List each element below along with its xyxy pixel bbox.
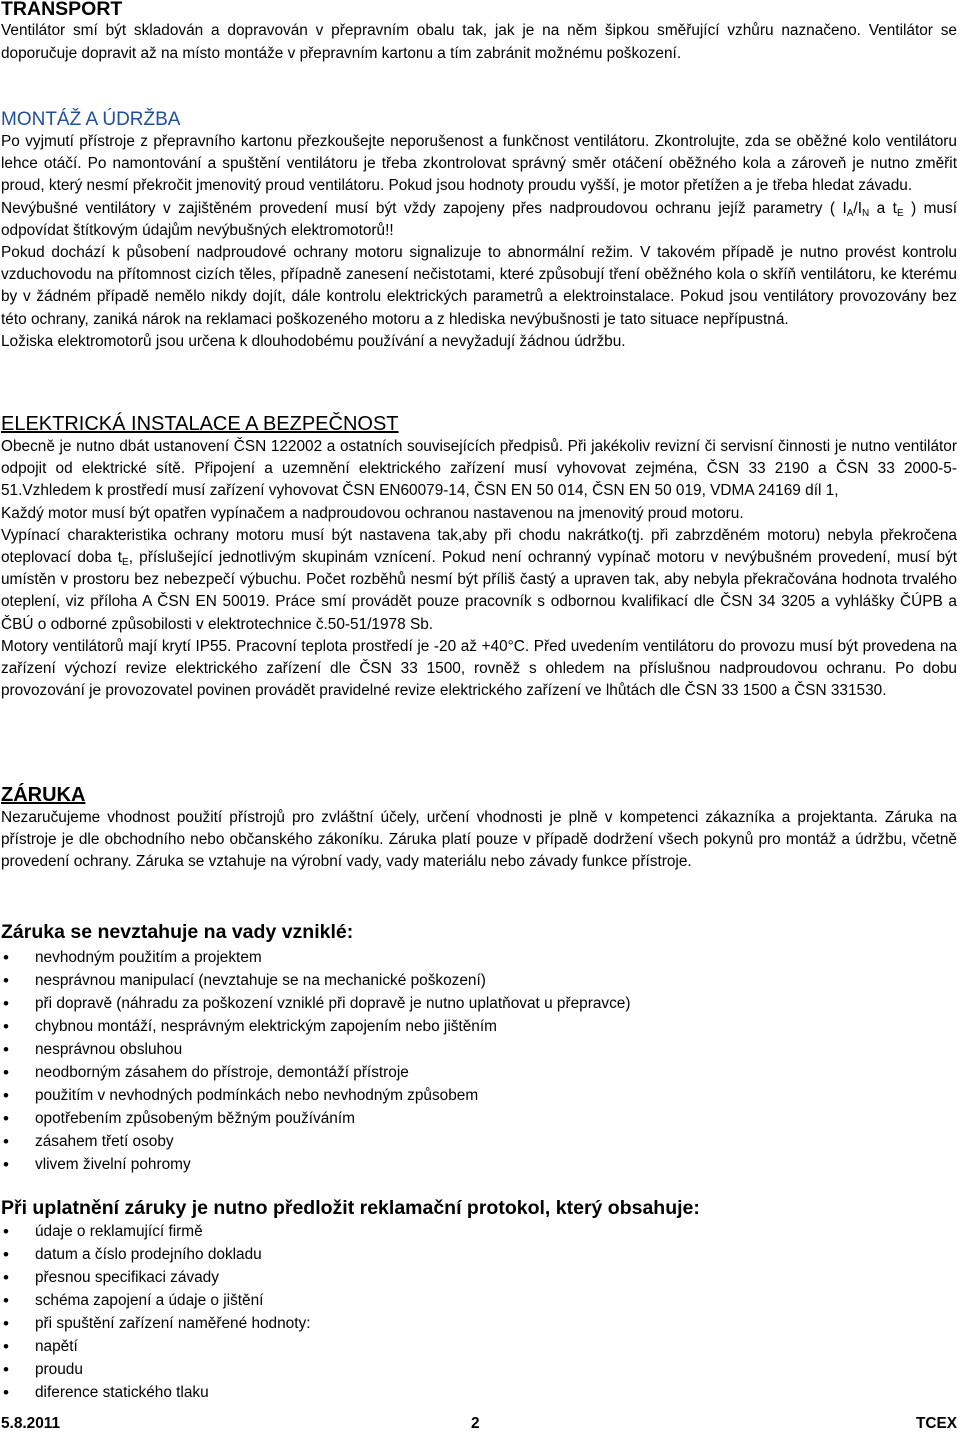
list-item: • proudu	[1, 1358, 957, 1381]
list-item: • při dopravě (náhradu za poškození vzniklé při dopravě je nutno uplatňovat u přepravce)	[1, 992, 957, 1015]
elektro-section	[1, 412, 957, 702]
montaz-paragraph-4: Ložiska elektromotorů jsou určena k dlouhodobému používání a nevyžadují žádnou údržbu.	[1, 332, 626, 350]
list-item: • diference statického tlaku	[1, 1381, 957, 1404]
page-footer	[1, 1415, 957, 1439]
transport-section	[1, 0, 957, 66]
elektro-heading: ELEKTRICKÁ INSTALACE A BEZPEČNOST	[1, 413, 399, 435]
elektro-paragraph-1: Obecně je nutno dbát ustanovení ČSN 122002 a ostatních souvisejících předpisů. Při jakékoliv revizní či servisní činnosti je nutno ventilátor odpojit od elektrické sítě. Připojení a uzemnění elektrického zařízení musí vyhovovat zejména, ČSN 33 2190 a ČSN 33 2000-5-51.Vzhledem k prostředí musí zařízení vyhovovat ČSN EN60079-14, ČSN EN 50 014, ČSN EN 50 019, VDMA 24169 díl 1,	[1, 438, 957, 500]
zaruka-paragraph: Nezaručujeme vhodnost použití přístrojů pro zvláštní účely, určení vhodnosti je plně v kompetenci zákazníka a projektanta. Záruka na přístroje je dle obchodního nebo občanského zákoníku. Záruka platí pouze v případě dodržení všech pokynů pro montáž a údržbu, včetně provedení ochrany. Záruka se vztahuje na výrobní vady, vady materiálu nebo závady funkce přístroje.	[1, 809, 957, 871]
list-item: • vlivem živelní pohromy	[1, 1153, 957, 1176]
list-item: • nesprávnou manipulací (nevztahuje se na mechanické poškození)	[1, 969, 957, 992]
vady-heading: Záruka se nevztahuje na vady vzniklé:	[1, 921, 354, 943]
list-item: • opotřebením způsobeným běžným používáním	[1, 1107, 957, 1130]
elektro-paragraph-2: Každý motor musí být opatřen vypínačem a nadproudovou ochranou nastavenou na jmenovitý proud motoru.	[1, 504, 744, 522]
list-item: • použitím v nevhodných podmínkách nebo nevhodným způsobem	[1, 1084, 957, 1107]
montaz-section	[1, 109, 957, 353]
montaz-paragraph-3: Pokud dochází k působení nadproudové ochrany motoru signalizuje to abnormální režim. V takovém případě je nutno provést kontrolu vzduchovodu na přítomnost cizích těles, případně zanesení nečistotami, které způsobují tření oběžného kola o skříň ventilátoru, ke kterému by v žádném případě nemělo nikdy dojít, dále kontrolu elektrických parametrů a elektroinstalace. Pokud jsou ventilátory provozovány bez této ochrany, zaniká nárok na reklamaci poškozeného motoru a z hlediska nevýbušnosti je tato situace nepřípustná.	[1, 244, 957, 328]
reklamace-list	[1, 1220, 957, 1404]
list-item: • neodborným zásahem do přístroje, demontáží přístroje	[1, 1061, 957, 1084]
montaz-heading: MONTÁŽ A ÚDRŽBA	[1, 109, 181, 130]
zaruka-section	[1, 783, 957, 874]
montaz-paragraph-1: Po vyjmutí přístroje z přepravního kartonu přezkoušejte neporušenost a funkčnost ventilátoru. Zkontrolujte, zda se oběžné kolo ventilátoru lehce otáčí. Po namontování a spuštění ventilátoru je třeba zkontrolovat správný směr otáčení oběžného kola a zároveň je nutno změřit proud, který nesmí překročit jmenovitý proud ventilátoru. Pokud jsou hodnoty proudu vyšší, je motor přetížen a je třeba hledat závadu.	[1, 133, 957, 195]
footer-date: 5.8.2011	[1, 1415, 61, 1432]
list-item: • napětí	[1, 1335, 957, 1358]
footer-page-number: 2	[471, 1415, 480, 1432]
list-item: • zásahem třetí osoby	[1, 1130, 957, 1153]
list-item: • chybnou montáží, nesprávným elektrickým zapojením nebo jištěním	[1, 1015, 957, 1038]
list-item: • datum a číslo prodejního dokladu	[1, 1243, 957, 1266]
list-item: • nesprávnou obsluhou	[1, 1038, 957, 1061]
list-item: • schéma zapojení a údaje o jištění	[1, 1289, 957, 1312]
reklamace-section	[1, 1196, 957, 1404]
elektro-paragraph-3: Vypínací charakteristika ochrany motoru musí být nastavena tak,aby při chodu nakrátko(tj. při zabrzděném motoru) nebyla překročena oteplovací doba $t_E$, příslušející jednotlivým skupinám vznícení. Pokud není ochranný vypínač motoru v nevýbušném provedení, musí být umístěn v prostoru bez nebezpečí výbuchu. Počet rozběhů nesmí být příliš častý a upraven tak, aby nebyla překračována hodnota trvalého oteplení, viz příloha A ČSN EN 50019. Práce smí provádět pouze pracovník s odbornou kvalifikací dle ČSN 34 3205 a vyhlášky ČÚPB a ČBÚ o odborné způsobilosti v elektrotechnice č.50-51/1978 Sb.	[1, 526, 957, 633]
footer-company: TCEX	[915, 1415, 957, 1432]
transport-paragraph: Ventilátor smí být skladován a dopravován v přepravním obalu tak, jak je na něm šipkou směřující vzhůru naznačeno. Ventilátor se doporučuje dopravit až na místo montáže v přepravním kartonu a tím zabránit možnému poškození.	[1, 22, 957, 62]
list-item: • údaje o reklamující firmě	[1, 1220, 957, 1243]
zaruka-heading: ZÁRUKA	[1, 784, 86, 806]
list-item: • při spuštění zařízení naměřené hodnoty:	[1, 1312, 957, 1335]
transport-heading: TRANSPORT	[1, 0, 123, 20]
montaz-paragraph-2: Nevýbušné ventilátory v zajištěném provedení musí být vždy zapojeny přes nadproudovou ochranu jejíž parametry ( $I_A/I_N$ a $t_E$ ) musí odpovídat štítkovým údajům nevýbušných elektromotorů!!	[1, 199, 957, 239]
reklamace-heading: Při uplatnění záruky je nutno předložit reklamační protokol, který obsahuje:	[1, 1197, 700, 1219]
vady-section	[1, 920, 957, 1176]
elektro-paragraph-4: Motory ventilátorů mají krytí IP55. Pracovní teplota prostředí je -20 až +40°C. Před uvedením ventilátoru do provozu musí být provedena na zařízení výchozí revize elektrického zařízení dle ČSN 33 1500, rovněž s ohledem na příslušnou nadproudovou ochranu. Po dobu provozování je provozovatel povinen provádět pravidelné revize elektrického zařízení ve lhůtách dle ČSN 33 1500 a ČSN 331530.	[1, 637, 957, 700]
list-item: • nevhodným použitím a projektem	[1, 946, 957, 969]
vady-list	[1, 946, 957, 1176]
list-item: • přesnou specifikaci závady	[1, 1266, 957, 1289]
